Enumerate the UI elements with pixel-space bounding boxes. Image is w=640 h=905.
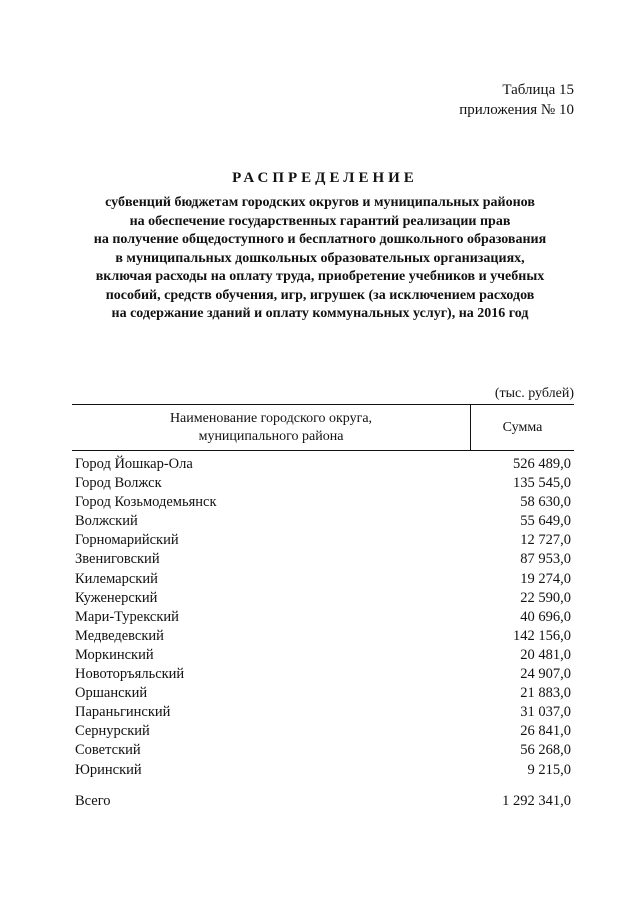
subtitle-line: в муниципальных дошкольных образовательных организациях, [115, 250, 525, 266]
document-subtitle [60, 194, 580, 324]
table-row [75, 531, 571, 550]
row-name: Город Йошкар-Ола [75, 456, 193, 472]
row-amount: 135 545,0 [513, 475, 571, 492]
table-row [75, 474, 571, 493]
total-amount: 1 292 341,0 [502, 793, 571, 809]
table-row [75, 455, 571, 474]
table-row [75, 722, 571, 741]
table-row [75, 570, 571, 589]
table-total-row [75, 792, 571, 811]
table-row [75, 646, 571, 665]
row-name: Моркинский [75, 646, 154, 663]
row-name: Юринский [75, 761, 142, 778]
row-name: Горномарийский [75, 532, 179, 549]
row-amount: 40 696,0 [520, 608, 571, 625]
row-name: Город Козьмодемьянск [75, 494, 217, 511]
subtitle-line: включая расходы на оплату труда, приобретение учебников и учебных [95, 269, 545, 284]
header-name-line: муниципального района [198, 428, 344, 444]
total-label: Всего [75, 793, 111, 809]
table-row [75, 493, 571, 512]
row-name: Волжский [75, 513, 138, 530]
header-sum-column: Сумма [502, 419, 543, 435]
row-name: Звениговский [75, 551, 160, 568]
table-row [75, 665, 571, 684]
row-amount: 142 156,0 [513, 627, 571, 644]
row-name: Город Волжск [75, 475, 162, 492]
table-row [75, 703, 571, 722]
annex-reference [459, 80, 574, 120]
table-row [75, 512, 571, 531]
subtitle-line: на обеспечение государственных гарантий реализации прав [129, 213, 511, 229]
table-row [75, 608, 571, 627]
row-name: Новоторъяльский [75, 666, 185, 683]
row-amount: 55 649,0 [520, 513, 571, 530]
table-header [72, 404, 574, 451]
row-name: Оршанский [75, 685, 148, 702]
annex-appendix-number: приложения № 10 [459, 102, 574, 118]
row-amount: 58 630,0 [520, 494, 571, 511]
table-row [75, 589, 571, 608]
table-body [75, 455, 571, 780]
row-amount: 87 953,0 [520, 551, 571, 568]
units-label: (тыс. рублей) [494, 386, 574, 401]
row-amount: 9 215,0 [527, 761, 571, 778]
row-name: Сернурский [75, 723, 150, 740]
table-row [75, 741, 571, 760]
row-name: Медведевский [75, 627, 164, 644]
row-name: Мари-Турекский [75, 608, 179, 625]
subtitle-line: субвенций бюджетам городских округов и муниципальных районов [105, 195, 535, 210]
annex-table-number: Таблица 15 [502, 82, 574, 98]
row-amount: 31 037,0 [520, 704, 571, 721]
row-amount: 56 268,0 [520, 742, 571, 759]
row-amount: 24 907,0 [520, 666, 571, 683]
row-amount: 26 841,0 [520, 723, 571, 740]
subtitle-line: пособий, средств обучения, игр, игрушек (за исключением расходов [105, 287, 535, 303]
table-row [75, 550, 571, 569]
subtitle-line: на получение общедоступного и бесплатного дошкольного образования [93, 232, 547, 247]
table-row [75, 627, 571, 646]
row-amount: 20 481,0 [520, 646, 571, 663]
row-amount: 526 489,0 [513, 456, 571, 472]
table-row [75, 761, 571, 780]
table-row [75, 684, 571, 703]
header-name-line: Наименование городского округа, [169, 410, 373, 426]
document-title: РАСПРЕДЕЛЕНИЕ [232, 170, 418, 186]
row-amount: 22 590,0 [520, 589, 571, 606]
row-amount: 19 274,0 [520, 570, 571, 587]
row-name: Параньгинский [75, 704, 171, 721]
subtitle-line: на содержание зданий и оплату коммунальных услуг), на 2016 год [111, 306, 529, 321]
row-amount: 21 883,0 [520, 685, 571, 702]
header-name-column [72, 405, 471, 450]
row-name: Килемарский [75, 570, 158, 587]
row-name: Куженерский [75, 589, 158, 606]
row-name: Советский [75, 742, 141, 759]
row-amount: 12 727,0 [520, 532, 571, 549]
